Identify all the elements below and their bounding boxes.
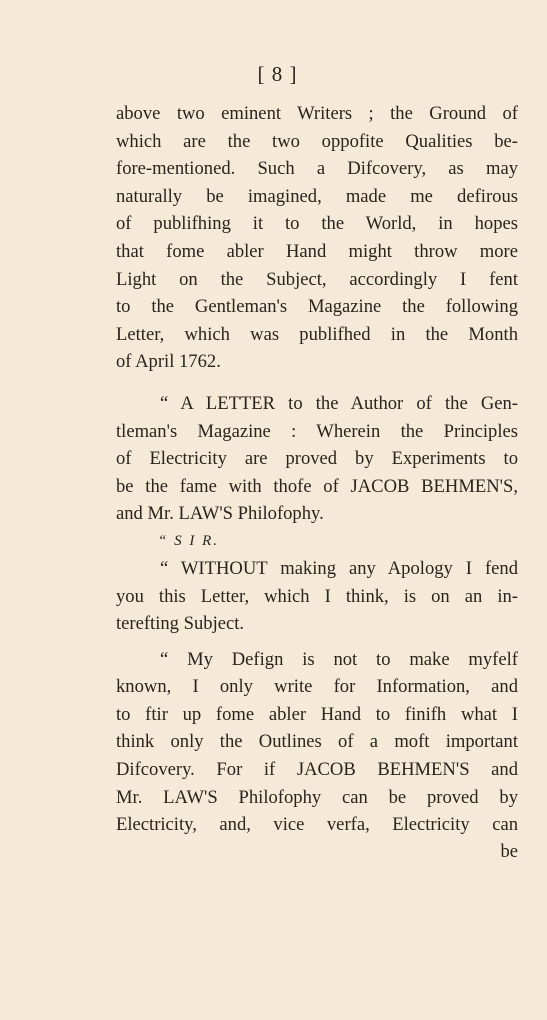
text-line: to the Gentleman's Magazine the following [116,296,518,318]
text-line: Light on the Subject, accordingly I fent [116,268,518,290]
text-line: above two eminent Writers ; the Ground of [116,103,518,124]
text-line: of publifhing it to the World, in hopes [116,213,518,235]
text-line: “ My Defign is not to make myfelf [160,648,518,670]
text-line: you this Letter, which I think, is on an in- [116,585,518,607]
text-line: of April 1762. [116,351,221,373]
text-line: “ WITHOUT making any Apology I fend [160,557,518,579]
text-line: and Mr. LAW'S Philofophy. [116,503,324,525]
body-text [116,100,518,865]
text-line: Difcovery. For if JACOB BEHMEN'S and [116,759,518,781]
text-line: that fome abler Hand might throw more [116,240,518,262]
catchword: be [500,840,518,862]
page-number: [ 8 ] [257,62,298,86]
text-line: tleman's Magazine : Wherein the Principles [116,420,518,442]
text-line: of Electricity are proved by Experiments to [116,448,518,470]
paragraph-letter-title [116,390,518,528]
text-line: be the fame with thofe of JACOB BEHMEN'S, [116,475,518,497]
text-line: naturally be imagined, made me defirous [116,185,518,207]
text-line: to ftir up fome abler Hand to finifh what I [116,703,518,725]
text-line: which are the two oppofite Qualities be- [116,130,518,152]
text-line: known, I only write for Information, and [116,676,518,698]
salutation: “ S I R. [158,532,219,549]
text-line: fore-mentioned. Such a Difcovery, as may [116,158,518,180]
text-line: Letter, which was publifhed in the Month [116,323,518,345]
paragraph-letter-opening [116,555,518,638]
paragraph-introduction [116,100,518,376]
text-line: “ A LETTER to the Author of the Gen- [160,392,518,414]
paragraph-letter-design [116,646,518,839]
text-line: Electricity, and, vice verfa, Electricity can [116,814,518,836]
text-line: terefting Subject. [116,613,245,635]
text-line: Mr. LAW'S Philofophy can be proved by [116,786,518,808]
text-line: think only the Outlines of a moft important [116,731,518,753]
